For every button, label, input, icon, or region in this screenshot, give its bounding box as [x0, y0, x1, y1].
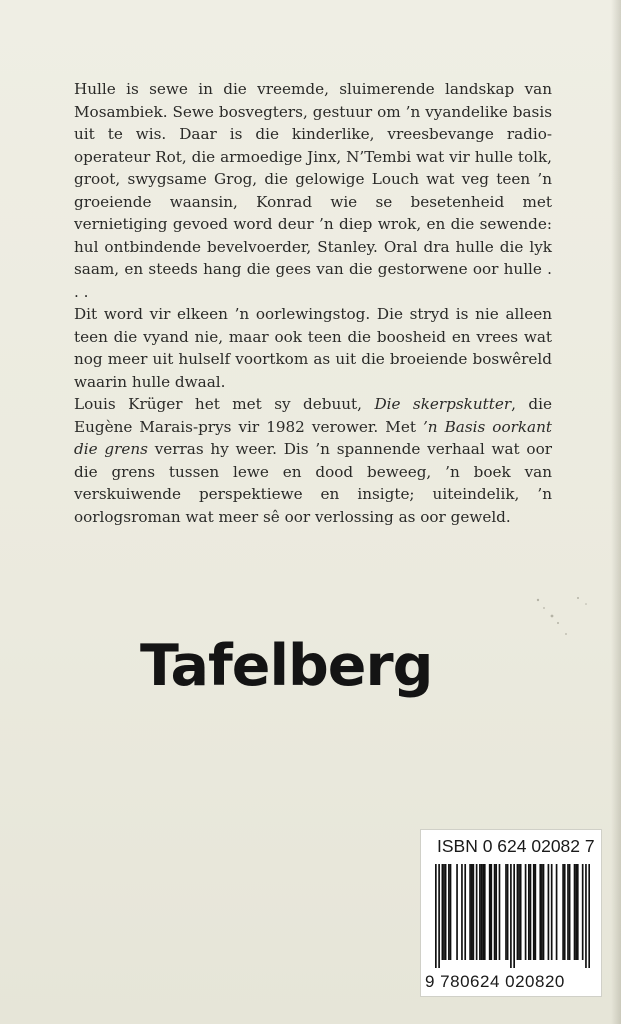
barcode-bar	[574, 864, 576, 960]
barcode-bar	[585, 864, 587, 968]
barcode-bar	[448, 864, 450, 960]
barcode-bar	[567, 864, 569, 960]
barcode-bar	[484, 864, 486, 960]
barcode-bar	[473, 864, 475, 960]
barcode-bar	[533, 864, 535, 960]
barcode-bar	[510, 864, 512, 968]
barcode-bar	[495, 864, 497, 960]
publisher-logo: Tafelberg	[140, 633, 433, 699]
barcode-bar	[443, 864, 445, 960]
barcode-bar	[588, 864, 590, 968]
barcode-bar	[490, 864, 492, 960]
barcode-bar	[450, 864, 452, 960]
barcode-bar	[461, 864, 463, 960]
barcode-bar	[456, 864, 458, 960]
barcode-bar	[543, 864, 545, 960]
barcode-digits: 9 780624 020820	[425, 972, 565, 991]
cover-edge-shadow	[611, 0, 621, 1024]
barcode-bar	[494, 864, 496, 960]
barcode-bar	[564, 864, 566, 960]
isbn-barcode-label	[420, 829, 602, 997]
barcode-bar	[569, 864, 571, 960]
barcode-bar	[548, 864, 550, 960]
barcode-bar	[479, 864, 481, 960]
isbn-number: ISBN 0 624 02082 7	[437, 836, 595, 856]
book-title-die-skerpskutter: Die skerpskutter	[374, 395, 512, 413]
barcode-bar	[577, 864, 579, 960]
barcode-bar	[541, 864, 543, 960]
barcode-bar	[556, 864, 558, 960]
barcode-bar	[575, 864, 577, 960]
barcode-bar	[582, 864, 584, 960]
barcode-bar	[469, 864, 471, 960]
barcode-bar	[551, 864, 553, 960]
barcode-bar	[518, 864, 520, 960]
barcode-bar	[435, 864, 437, 968]
barcode-bar	[517, 864, 519, 960]
barcode-bar	[507, 864, 509, 960]
barcode-bar	[499, 864, 501, 960]
barcode-bar	[530, 864, 532, 960]
blurb-paragraph-2: Dit word vir elkeen ’n oorlewingstog. Die stryd is nie alleen teen die vyand nie, maar ook teen die boosheid en vrees wat nog meer uit hulself voortkom as uit die broeiende boswêreld waarin hulle dwaal.	[74, 305, 552, 391]
barcode-bar	[476, 864, 478, 960]
barcode-bar	[535, 864, 537, 960]
barcode-bar	[489, 864, 491, 960]
barcode-bar	[482, 864, 484, 960]
barcode-bar	[481, 864, 483, 960]
book-title-basis-oorkant-die-grens: ’n Basis oorkant die grens	[74, 417, 552, 458]
barcode-bar	[525, 864, 527, 960]
barcode-bar	[438, 864, 440, 968]
blurb-p3-middle: , die Eugène Marais-prys vir 1982 verower. Met	[74, 395, 552, 436]
blurb-text	[74, 78, 552, 528]
barcode-bar	[539, 864, 541, 960]
blurb-p3-end: verras hy weer. Dis ’n spannende verhaal wat oor die grens tussen lewe en dood beweeg, ’n boek van verskuiwende perspektiewe en insigte; uiteindelik, ’n oorlogsroman wat meer sê oor verlossing as oor geweld.	[74, 440, 552, 526]
barcode-bar	[471, 864, 473, 960]
barcode-bars	[435, 864, 590, 968]
barcode-bar	[442, 864, 444, 960]
blurb-paragraph-3	[74, 393, 552, 528]
barcode-bar	[520, 864, 522, 960]
blurb-p3-intro: Louis Krüger het met sy debuut,	[74, 395, 375, 413]
barcode-bar	[505, 864, 507, 960]
barcode-bar	[528, 864, 530, 960]
barcode-bar	[562, 864, 564, 960]
blurb-paragraph-1: Hulle is sewe in die vreemde, sluimerende landskap van Mosambiek. Sewe bosvegters, gestuur om ’n vyandelike basis uit te wis. Daar is die kinderlike, vreesbevange radio-operateur Rot, die armoedige Jinx, N’Tembi wat vir hulle tolk, groot, swygsame Grog, die gelowige Louch wat veg teen ’n groeiende waansin, Konrad wie se besetenheid met vernietiging gevoed word deur ’n diep wrok, en die sewende: hul ontbindende bevelvoerder, Stanley. Oral dra hulle die lyk saam, en steeds hang die gees van die gestorwene oor hulle . . .	[74, 80, 552, 301]
cover-scuff-marks	[530, 590, 600, 650]
barcode-bar	[464, 864, 466, 960]
barcode-bar	[513, 864, 515, 968]
barcode-bar	[445, 864, 447, 960]
